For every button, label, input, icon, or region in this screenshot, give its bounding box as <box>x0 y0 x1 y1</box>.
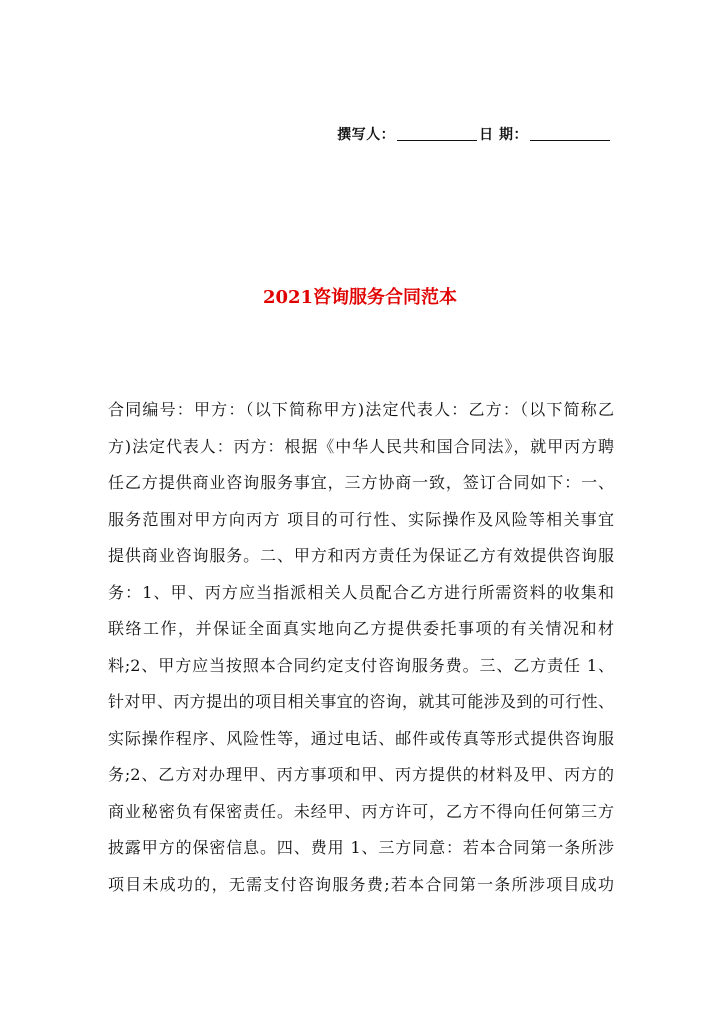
body-line: 务：1、甲、丙方应当指派相关人员配合乙方进行所需资料的收集和 <box>108 582 614 602</box>
body-line: 合同编号：甲方：（以下简称甲方)法定代表人：乙方：（以下简称乙 <box>108 400 614 419</box>
author-blank <box>397 126 477 141</box>
author-label: 撰写人： <box>337 127 396 143</box>
body-line: 针对甲、丙方提出的项目相关事宜的咨询，就其可能涉及到的可行性、 <box>108 692 614 711</box>
body-line: 料;2、甲方应当按照本合同约定支付咨询服务费。三、乙方责任 1、 <box>108 655 614 675</box>
body-line: 实际操作程序、风险性等，通过电话、邮件或传真等形式提供咨询服 <box>108 728 614 748</box>
author-date-header <box>337 124 612 144</box>
contract-body <box>108 392 614 903</box>
document-title: 2021咨询服务合同范本 <box>262 287 458 308</box>
body-line: 任乙方提供商业咨询服务事宜，三方协商一致，签订合同如下：一、 <box>108 473 614 492</box>
body-line: 提供商业咨询服务。二、甲方和丙方责任为保证乙方有效提供咨询服 <box>108 546 614 565</box>
date-blank <box>530 126 610 141</box>
date-label: 日 期： <box>479 127 528 143</box>
body-line: 服务范围对甲方向丙方 项目的可行性、实际操作及风险等相关事宜 <box>108 509 614 529</box>
body-line: 项目未成功的，无需支付咨询服务费;若本合同第一条所涉项目成功 <box>108 874 614 894</box>
body-line: 商业秘密负有保密责任。未经甲、丙方许可，乙方不得向任何第三方 <box>108 801 614 821</box>
body-line: 方)法定代表人：丙方：根据《中华人民共和国合同法》，就甲丙方聘 <box>108 436 614 456</box>
body-line: 披露甲方的保密信息。四、费用 1、三方同意：若本合同第一条所涉 <box>108 838 614 857</box>
body-line: 联络工作，并保证全面真实地向乙方提供委托事项的有关情况和材 <box>108 619 614 638</box>
body-line: 务;2、乙方对办理甲、丙方事项和甲、丙方提供的材料及甲、丙方的 <box>108 765 614 784</box>
